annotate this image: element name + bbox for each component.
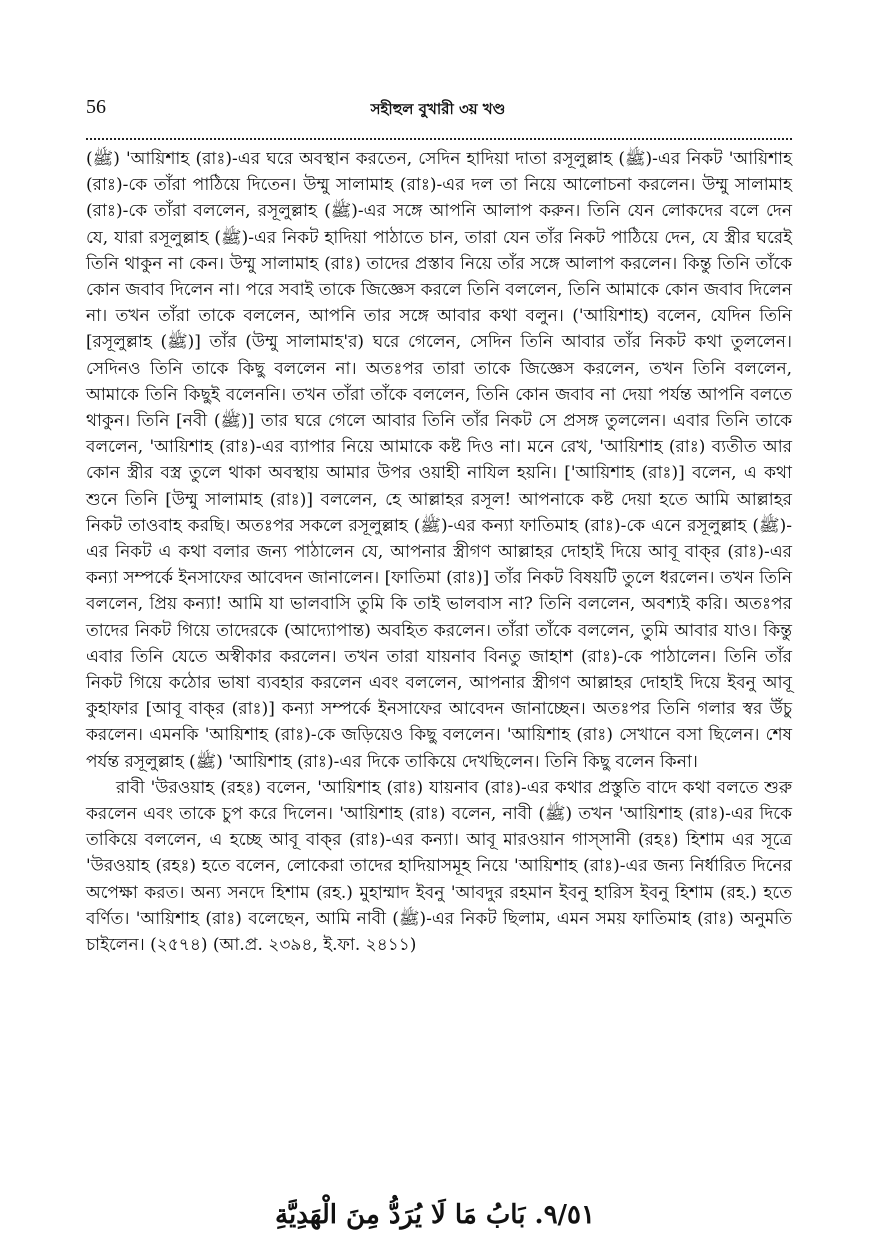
paragraph-2-text: রাবী 'উরওয়াহ (রহঃ) বলেন, 'আয়িশাহ (রাঃ) যায়নাব (রাঃ)-এর কথার প্রস্তুতি বাদে কথা বলতে শুরু করলেন এবং তাকে চুপ করে দিলেন। 'আয়িশাহ (রাঃ) বলেন, নাবী (ﷺ) তখন 'আয়িশাহ (রাঃ)-এর দিকে তাকিয়ে বললেন, এ হচ্ছে আবূ বাক্‌র (রাঃ)-এর কন্যা। আবূ মারওয়ান গাস্‌সানী (রহঃ) হিশাম এর সূত্রে 'উরওয়াহ (রহঃ) হতে বলেন, লোকেরা তাদের হাদিয়াসমূহ নিয়ে 'আয়িশাহ (রাঃ)-এর জন্য নির্ধারিত দিনের অপেক্ষা করত। অন্য সনদে হিশাম (রহ.) মুহাম্মাদ ইবনু 'আবদুর রহমান ইবনু হারিস ইবনু হিশাম (রহ.) হতে বর্ণিত। 'আয়িশাহ (রাঃ) বলেছেন, আমি নাবী (ﷺ)-এর নিকট ছিলাম, এমন সময় ফাতিমাহ (রাঃ) অনুমতি চাইলেন। xyxy=(86,777,792,956)
page-body xyxy=(86,146,792,958)
hadith-citation: (২৫৭৪) (আ.প্র. ২৩৯৪, ই.ফা. ২৪১১) xyxy=(150,935,417,956)
header-divider xyxy=(86,138,792,140)
running-title: সহীহুল বুখারী ৩য় খণ্ড xyxy=(370,100,506,118)
paragraph-2 xyxy=(86,775,792,958)
chapter-heading-arabic: ٩/٥١. بَابُ مَا لَا يُرَدُّ مِنَ الْهَدِيَّةِ xyxy=(275,1200,595,1230)
paragraph-1: (ﷺ) 'আয়িশাহ (রাঃ)-এর ঘরে অবস্থান করতেন, সেদিন হাদিয়া দাতা রসূলুল্লাহ (ﷺ)-এর নিকট 'আয়িশাহ (রাঃ)-কে তাঁরা পাঠিয়ে দিতেন। উম্মু সালামাহ (রাঃ)-এর দল তা নিয়ে আলোচনা করলেন। উম্মু সালামাহ (রাঃ)-কে তাঁরা বললেন, রসূলুল্লাহ (ﷺ)-এর সঙ্গে আপনি আলাপ করুন। তিনি যেন লোকদের বলে দেন যে, যারা রসূলুল্লাহ (ﷺ)-এর নিকট হাদিয়া পাঠাতে চান, তারা যেন তাঁর নিকট পাঠিয়ে দেন, যে স্ত্রীর ঘরেই তিনি থাকুন না কেন। উম্মু সালামাহ (রাঃ) তাদের প্রস্তাব নিয়ে তাঁর সঙ্গে আলাপ করলেন। কিন্তু তিনি তাঁকে কোন জবাব দিলেন না। পরে সবাই তাকে জিজ্ঞেস করলে তিনি বললেন, তিনি আমাকে কোন জবাব দিলেন না। তখন তাঁরা তাকে বললেন, আপনি তার সঙ্গে আবার কথা বলুন। ('আয়িশাহ) বলেন, যেদিন তিনি [রসূলুল্লাহ (ﷺ)] তাঁর (উম্মু সালামাহ'র) ঘরে গেলেন, সেদিন তিনি আবার তাঁর নিকট কথা তুললেন। সেদিনও তিনি তাকে কিছু বললেন না। অতঃপর তারা তাকে জিজ্ঞেস করলেন, তখন তিনি বললেন, আমাকে তিনি কিছুই বলেননি। তখন তাঁরা তাঁকে বললেন, তিনি কোন জবাব না দেয়া পর্যন্ত আপনি বলতে থাকুন। তিনি [নবী (ﷺ)] তার ঘরে গেলে আবার তিনি তাঁর নিকট সে প্রসঙ্গ তুললেন। এবার তিনি তাকে বললেন, 'আয়িশাহ (রাঃ)-এর ব্যাপার নিয়ে আমাকে কষ্ট দিও না। মনে রেখ, 'আয়িশাহ (রাঃ) ব্যতীত আর কোন স্ত্রীর বস্ত্র তুলে থাকা অবস্থায় আমার উপর ওয়াহী নাযিল হয়নি। ['আয়িশাহ (রাঃ)] বলেন, এ কথা শুনে তিনি [উম্মু সালামাহ (রাঃ)] বললেন, হে আল্লাহর রসূল! আপনাকে কষ্ট দেয়া হতে আমি আল্লাহর নিকট তাওবাহ করছি। অতঃপর সকলে রসূলুল্লাহ (ﷺ)-এর কন্যা ফাতিমাহ (রাঃ)-কে এনে রসূলুল্লাহ (ﷺ)-এর নিকট এ কথা বলার জন্য পাঠালেন যে, আপনার স্ত্রীগণ আল্লাহর দোহাই দিয়ে আবূ বাক্‌র (রাঃ)-এর কন্যা সম্পর্কে ইনসাফের আবেদন জানালেন। [ফাতিমা (রাঃ)] তাঁর নিকট বিষয়টি তুলে ধরলেন। তখন তিনি বললেন, প্রিয় কন্যা! আমি যা ভালবাসি তুমি কি তাই ভালবাস না? তিনি বললেন, অবশ্যই করি। অতঃপর তাদের নিকট গিয়ে তাদেরকে (আদ্যোপান্ত) অবহিত করলেন। তাঁরা তাঁকে বললেন, তুমি আবার যাও। কিন্তু এবার তিনি যেতে অস্বীকার করলেন। তখন তারা যায়নাব বিনতু জাহাশ (রাঃ)-কে পাঠালেন। তিনি তাঁর নিকট গিয়ে কঠোর ভাষা ব্যবহার করলেন এবং বললেন, আপনার স্ত্রীগণ আল্লাহর দোহাই দিয়ে ইবনু আবূ কুহাফার [আবূ বাক্‌র (রাঃ)] কন্যা সম্পর্কে ইনসাফের আবেদন জানাচ্ছেন। অতঃপর তিনি গলার স্বর উঁচু করলেন। এমনকি 'আয়িশাহ (রাঃ)-কে জড়িয়েও কিছু বললেন। 'আয়িশাহ (রাঃ) সেখানে বসা ছিলেন। শেষ পর্যন্ত রসূলুল্লাহ (ﷺ) 'আয়িশাহ (রাঃ)-এর দিকে তাকিয়ে দেখছিলেন। তিনি কিছু বলেন কিনা। xyxy=(86,149,793,772)
page-number: 56 xyxy=(86,96,106,118)
page-header xyxy=(86,96,790,128)
